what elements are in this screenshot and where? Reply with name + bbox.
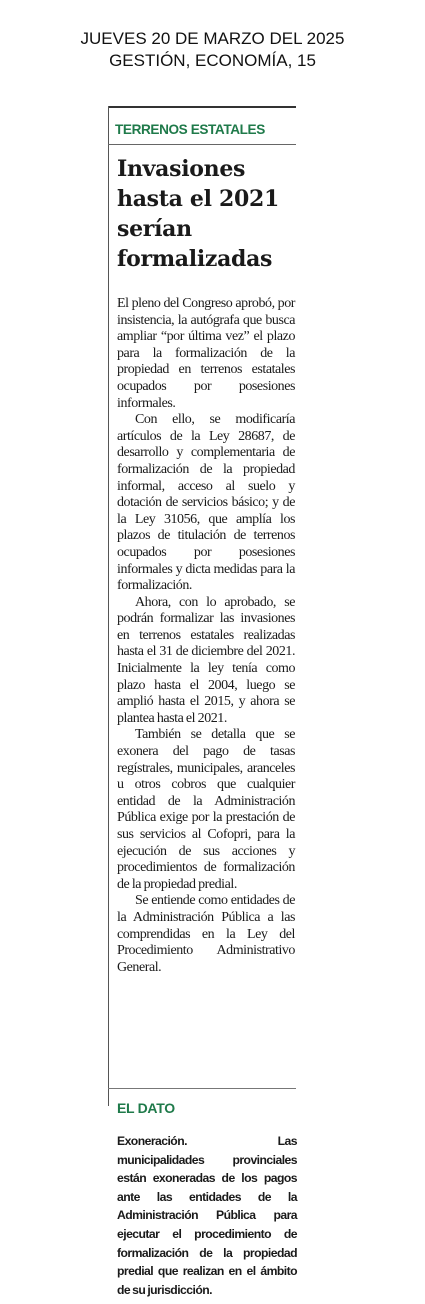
top-rule: [108, 106, 296, 108]
dato-label: EL DATO: [117, 1100, 175, 1116]
paragraph: El pleno del Congreso aprobó, por insistencia, la autógrafa que busca ampliar “por última vez” el plazo para la formalización de la propiedad en terrenos estatales ocupados por posesiones informales.: [117, 296, 295, 411]
paragraph: Ahora, con lo aprobado, se podrán formalizar las invasiones en terrenos estatales realizadas hasta el 31 de diciembre del 2021. Inicialmente la ley tenía como plazo hasta el 2004, luego se amplió hasta el 2015, y ahora se plantea hasta el 2021.: [117, 594, 295, 726]
page-header: [0, 28, 425, 72]
left-rule: [108, 106, 109, 1106]
article-body: [117, 296, 295, 976]
paragraph: Con ello, se modificaría artículos de la Ley 28687, de desarrollo y complementaria de formalización de la propiedad informal, acceso al suelo y dotación de servicios básico; y de la Ley 31056, que amplía los plazos de titulación de terrenos ocupados por posesiones informales y dicta medidas para la formalización.: [117, 412, 295, 594]
article-headline: Invasiones hasta el 2021 serían formalizadas: [117, 156, 280, 272]
paragraph: También se detalla que se exonera del pago de tasas regístrales, municipales, aranceles u otros cobros que cualquier entidad de la Administración Pública exige por la prestación de sus servicios al Cofopri, para la ejecución de sus acciones y procedimientos de formalización de la propiedad predial.: [117, 727, 295, 892]
dato-text: Las municipalidades provinciales están exoneradas de los pagos ante las entidades de la Administración Pública para ejecutar el procedimiento de formalización de la propiedad predial que realizan en el ámbito de su jurisdicción.: [117, 1134, 297, 1297]
source-line: GESTIÓN, ECONOMÍA, 15: [109, 51, 316, 70]
section-kicker: TERRENOS ESTATALES: [115, 122, 265, 137]
dato-box: [117, 1132, 297, 1299]
kicker-divider: [108, 144, 296, 145]
dato-lead: Exoneración.: [117, 1134, 187, 1148]
paragraph: Se entiende como entidades de la Administración Pública a las comprendidas en la Ley del Procedimiento Administrativo General.: [117, 893, 295, 975]
news-clipping: [108, 106, 297, 1297]
dato-divider: [108, 1088, 296, 1089]
date-line: JUEVES 20 DE MARZO DEL 2025: [80, 29, 345, 48]
